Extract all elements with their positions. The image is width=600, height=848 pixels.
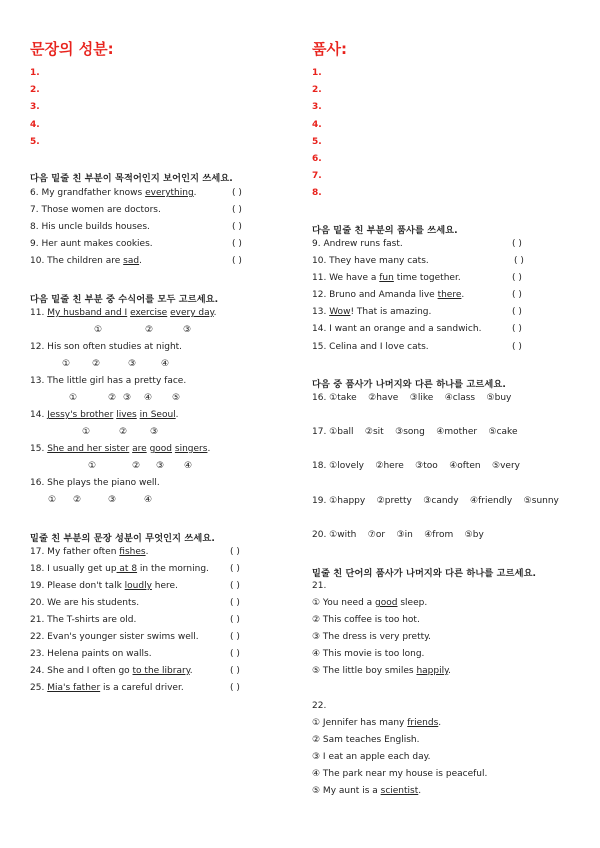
question-22: 22. Evan's younger sister swims well. <box>30 632 199 642</box>
choice-mark[interactable]: ④ <box>144 495 153 505</box>
choice-mark[interactable]: ③ <box>123 393 132 403</box>
blank-line: 8. <box>312 188 322 198</box>
option[interactable]: ③ I eat an apple each day. <box>312 752 431 762</box>
choice-mark[interactable]: ① <box>82 427 91 437</box>
choice-mark[interactable]: ② <box>145 325 154 335</box>
choice-mark[interactable]: ② <box>92 359 101 369</box>
answer-blank[interactable]: ( ) <box>512 307 522 317</box>
blank-line: 1. <box>312 68 322 78</box>
question-9: 9. Her aunt makes cookies. <box>30 239 153 249</box>
question-17: 17. ①ball ②sit ③song ④mother ⑤cake <box>312 427 518 437</box>
option[interactable]: ⑤ The little boy smiles happily. <box>312 666 452 676</box>
question-11: 11. We have a fun time together. <box>312 273 461 283</box>
choice-mark[interactable]: ① <box>48 495 57 505</box>
section-heading: 다음 밑줄 친 부분 중 수식어를 모두 고르세요. <box>30 294 219 305</box>
option[interactable]: ④ This movie is too long. <box>312 649 425 659</box>
choice-mark[interactable]: ③ <box>108 495 117 505</box>
answer-blank[interactable]: ( ) <box>232 256 242 266</box>
answer-blank[interactable]: ( ) <box>232 205 242 215</box>
question-14: 14. Jessy's brother lives in Seoul. <box>30 410 179 420</box>
blank-line: 2. <box>30 85 40 95</box>
blank-line: 7. <box>312 171 322 181</box>
choice-mark[interactable]: ① <box>69 393 78 403</box>
blank-line: 3. <box>312 102 322 112</box>
answer-blank[interactable]: ( ) <box>230 581 240 591</box>
question-7: 7. Those women are doctors. <box>30 205 161 215</box>
question-20: 20. We are his students. <box>30 598 140 608</box>
section-heading: 밑줄 친 부분의 문장 성분이 무엇인지 쓰세요. <box>30 533 215 544</box>
choice-mark[interactable]: ② <box>108 393 117 403</box>
question-21: 21. The T-shirts are old. <box>30 615 137 625</box>
blank-line: 3. <box>30 102 40 112</box>
question-13: 13. The little girl has a pretty face. <box>30 376 187 386</box>
blank-line: 4. <box>30 120 40 130</box>
answer-blank[interactable]: ( ) <box>230 683 240 693</box>
question-23: 23. Helena paints on walls. <box>30 649 152 659</box>
question-17: 17. My father often fishes. <box>30 547 149 557</box>
question-8: 8. His uncle builds houses. <box>30 222 150 232</box>
choice-mark[interactable]: ③ <box>128 359 137 369</box>
answer-blank[interactable]: ( ) <box>512 342 522 352</box>
question-6: 6. My grandfather knows everything. <box>30 188 197 198</box>
choice-mark[interactable]: ① <box>62 359 71 369</box>
question-22-label: 22. <box>312 701 327 711</box>
option[interactable]: ① You need a good sleep. <box>312 598 428 608</box>
section-heading: 밑줄 친 단어의 품사가 나머지와 다른 하나를 고르세요. <box>312 568 537 579</box>
section-heading: 다음 중 품사가 나머지와 다른 하나를 고르세요. <box>312 379 506 390</box>
choice-mark[interactable]: ④ <box>184 461 193 471</box>
answer-blank[interactable]: ( ) <box>230 547 240 557</box>
blank-line: 4. <box>312 120 322 130</box>
question-15: 15. Celina and I love cats. <box>312 342 429 352</box>
question-15: 15. She and her sister are good singers. <box>30 444 211 454</box>
option[interactable]: ③ The dress is very pretty. <box>312 632 432 642</box>
choice-mark[interactable]: ⑤ <box>172 393 181 403</box>
answer-blank[interactable]: ( ) <box>232 188 242 198</box>
choice-mark[interactable]: ② <box>73 495 82 505</box>
blank-line: 5. <box>312 137 322 147</box>
answer-blank[interactable]: ( ) <box>230 615 240 625</box>
answer-blank[interactable]: ( ) <box>230 564 240 574</box>
answer-blank[interactable]: ( ) <box>232 222 242 232</box>
question-21-label: 21. <box>312 581 327 591</box>
blank-line: 5. <box>30 137 40 147</box>
answer-blank[interactable]: ( ) <box>512 324 522 334</box>
blank-line: 6. <box>312 154 322 164</box>
option[interactable]: ① Jennifer has many friends. <box>312 718 442 728</box>
question-18: 18. I usually get up at 8 in the morning. <box>30 564 209 574</box>
question-25: 25. Mia's father is a careful driver. <box>30 683 184 693</box>
option[interactable]: ② Sam teaches English. <box>312 735 420 745</box>
question-24: 24. She and I often go to the library. <box>30 666 193 676</box>
choice-mark[interactable]: ① <box>94 325 103 335</box>
choice-mark[interactable]: ③ <box>150 427 159 437</box>
answer-blank[interactable]: ( ) <box>230 649 240 659</box>
question-14: 14. I want an orange and a sandwich. <box>312 324 482 334</box>
choice-mark[interactable]: ② <box>119 427 128 437</box>
left-title: 문장의 성분: <box>30 40 114 58</box>
choice-mark[interactable]: ① <box>88 461 97 471</box>
choice-mark[interactable]: ③ <box>183 325 192 335</box>
answer-blank[interactable]: ( ) <box>230 632 240 642</box>
question-10: 10. The children are sad. <box>30 256 142 266</box>
section-heading: 다음 밑줄 친 부분의 품사를 쓰세요. <box>312 225 458 236</box>
question-10: 10. They have many cats. <box>312 256 429 266</box>
answer-blank[interactable]: ( ) <box>512 290 522 300</box>
answer-blank[interactable]: ( ) <box>232 239 242 249</box>
answer-blank[interactable]: ( ) <box>230 666 240 676</box>
question-11: 11. My husband and I exercise every day. <box>30 308 217 318</box>
choice-mark[interactable]: ④ <box>161 359 170 369</box>
question-16: 16. She plays the piano well. <box>30 478 160 488</box>
question-16: 16. ①take ②have ③like ④class ⑤buy <box>312 393 512 403</box>
choice-mark[interactable]: ② <box>132 461 141 471</box>
question-20: 20. ①with ⑦or ③in ④from ⑤by <box>312 530 484 540</box>
question-18: 18. ①lovely ②here ③too ④often ⑤very <box>312 461 520 471</box>
option[interactable]: ⑤ My aunt is a scientist. <box>312 786 422 796</box>
option[interactable]: ② This coffee is too hot. <box>312 615 420 625</box>
choice-mark[interactable]: ④ <box>144 393 153 403</box>
question-19: 19. Please don't talk loudly here. <box>30 581 178 591</box>
blank-line: 1. <box>30 68 40 78</box>
section-heading: 다음 밑줄 친 부분이 목적어인지 보어인지 쓰세요. <box>30 173 233 184</box>
question-13: 13. Wow! That is amazing. <box>312 307 432 317</box>
question-19: 19. ①happy ②pretty ③candy ④friendly ⑤sunny <box>312 496 559 506</box>
option[interactable]: ④ The park near my house is peaceful. <box>312 769 488 779</box>
answer-blank[interactable]: ( ) <box>230 598 240 608</box>
question-12: 12. His son often studies at night. <box>30 342 183 352</box>
question-12: 12. Bruno and Amanda live there. <box>312 290 465 300</box>
choice-mark[interactable]: ③ <box>156 461 165 471</box>
question-9: 9. Andrew runs fast. <box>312 239 403 249</box>
answer-blank[interactable]: ( ) <box>512 273 522 283</box>
answer-blank[interactable]: ( ) <box>514 256 524 266</box>
answer-blank[interactable]: ( ) <box>512 239 522 249</box>
blank-line: 2. <box>312 85 322 95</box>
right-title: 품사: <box>312 40 347 58</box>
